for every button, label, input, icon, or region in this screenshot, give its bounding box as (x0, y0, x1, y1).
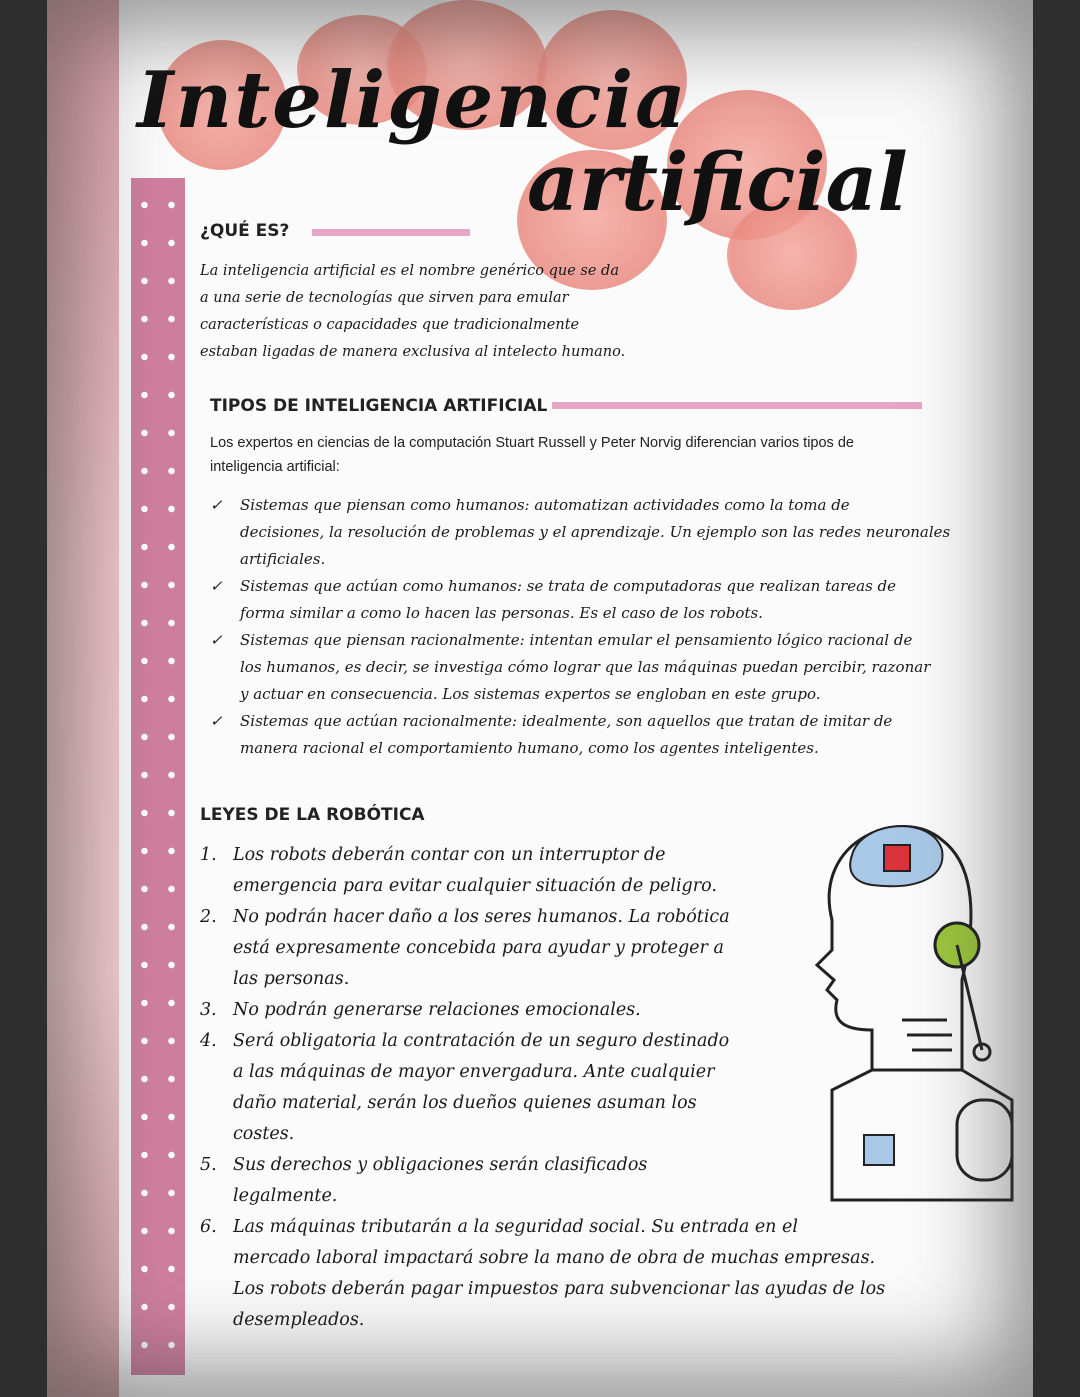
text-line: emergencia para evitar cualquier situación de peligro. (233, 876, 717, 896)
text-line: legalmente. (233, 1186, 338, 1206)
list-item (210, 573, 1020, 627)
text-line: a una serie de tecnologías que sirven para emular (200, 290, 569, 306)
tipos-heading: TIPOS DE INTELIGENCIA ARTIFICIAL (210, 396, 548, 416)
left-pink-band (47, 0, 119, 1397)
text-line: forma similar a como lo hacen las personas. Es el caso de los robots. (240, 604, 763, 622)
item-number: 2. (200, 907, 217, 927)
text-line: está expresamente concebida para ayudar y proteger a (233, 938, 724, 958)
text-line: decisiones, la resolución de problemas y el aprendizaje. Un ejemplo son las redes neuronales (240, 523, 951, 541)
text-line: Los robots deberán pagar impuestos para subvencionar las ayudas de los (233, 1279, 886, 1299)
check-icon: ✓ (210, 577, 223, 595)
text-line: Los expertos en ciencias de la computación Stuart Russell y Peter Norvig diferencian varios tipos de (210, 435, 854, 451)
text-line: Sus derechos y obligaciones serán clasificados (233, 1155, 648, 1175)
check-icon: ✓ (210, 712, 223, 730)
pink-dotted-strip (131, 178, 185, 1375)
document-page (47, 0, 1033, 1397)
text-line: mercado laboral impactará sobre la mano de obra de muchas empresas. (233, 1248, 876, 1268)
robot-head-illustration (772, 800, 1032, 1210)
text-line: La inteligencia artificial es el nombre genérico que se da (200, 263, 619, 279)
title-line1: Inteligencia (137, 55, 688, 146)
text-line: Las máquinas tributarán a la seguridad social. Su entrada en el (233, 1217, 798, 1237)
item-number: 4. (200, 1031, 217, 1051)
text-line: desempleados. (233, 1310, 365, 1330)
title-line2: artificial (527, 135, 908, 229)
text-line: Será obligatoria la contratación de un seguro destinado (233, 1031, 730, 1051)
que-es-text (200, 258, 625, 366)
que-es-heading: ¿QUÉ ES? (200, 221, 290, 241)
item-number: 3. (200, 1000, 217, 1020)
text-line: Sistemas que actúan como humanos: se trata de computadoras que realizan tareas de (240, 577, 897, 595)
list-item (210, 492, 1020, 573)
text-line: Los robots deberán contar con un interruptor de (233, 845, 666, 865)
leyes-heading: LEYES DE LA ROBÓTICA (200, 805, 425, 825)
check-icon: ✓ (210, 631, 223, 649)
list-item (210, 708, 1020, 762)
text-line: Sistemas que piensan racionalmente: intentan emular el pensamiento lógico racional de (240, 631, 913, 649)
list-item (210, 627, 1020, 708)
tipos-list (210, 492, 1020, 762)
text-line: No podrán generarse relaciones emocionales. (233, 1000, 641, 1020)
text-line: y actuar en consecuencia. Los sistemas expertos se engloban en este grupo. (240, 685, 821, 703)
item-number: 1. (200, 845, 217, 865)
heading-underline (312, 229, 470, 236)
text-line: artificiales. (240, 550, 326, 568)
text-line: inteligencia artificial: (210, 459, 340, 475)
check-icon: ✓ (210, 496, 223, 514)
text-line: No podrán hacer daño a los seres humanos. La robótica (233, 907, 730, 927)
text-line: estaban ligadas de manera exclusiva al intelecto humano. (200, 344, 626, 360)
tipos-intro (210, 431, 854, 479)
item-number: 6. (200, 1217, 217, 1237)
text-line: Sistemas que actúan racionalmente: idealmente, son aquellos que tratan de imitar de (240, 712, 893, 730)
text-line: daño material, serán los dueños quienes asuman los (233, 1093, 697, 1113)
list-item (200, 1212, 960, 1336)
heading-underline (552, 402, 922, 409)
text-line: los humanos, es decir, se investiga cómo lograr que las máquinas puedan percibir, razonar (240, 658, 931, 676)
text-line: Sistemas que piensan como humanos: automatizan actividades como la toma de (240, 496, 850, 514)
text-line: características o capacidades que tradicionalmente (200, 317, 580, 333)
text-line: costes. (233, 1124, 295, 1144)
text-line: las personas. (233, 969, 350, 989)
text-line: a las máquinas de mayor envergadura. Ante cualquier (233, 1062, 715, 1082)
text-line: manera racional el comportamiento humano, como los agentes inteligentes. (240, 739, 819, 757)
item-number: 5. (200, 1155, 217, 1175)
